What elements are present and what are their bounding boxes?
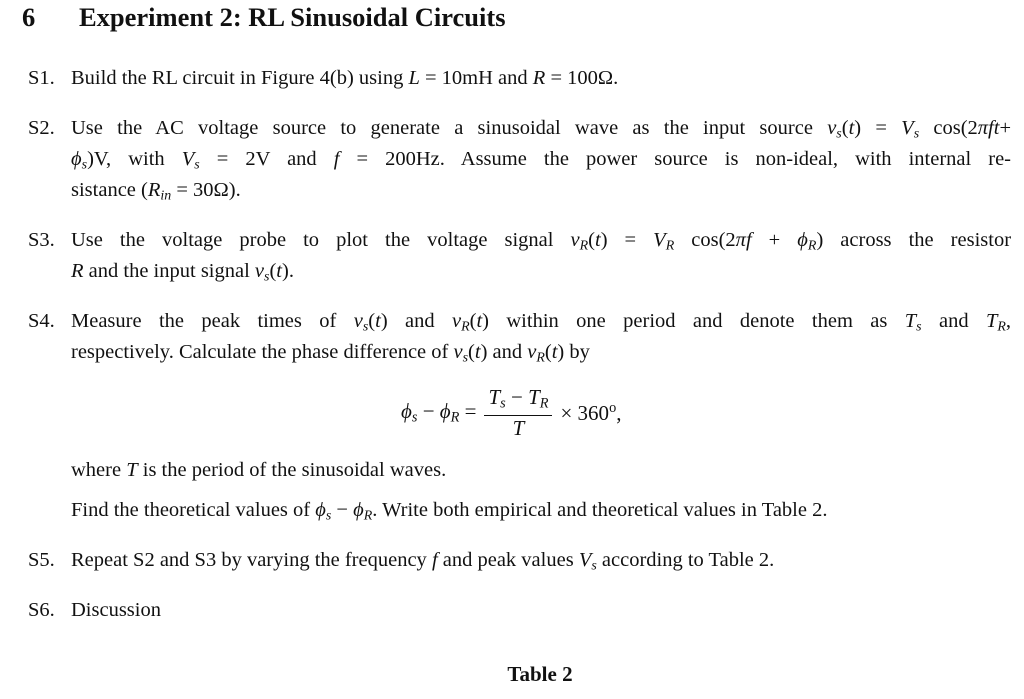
step-s6-text: Discussion [71, 599, 161, 621]
equation-fraction: $\frac{T_s - T_R}{T}$ [484, 386, 552, 441]
section-heading [22, 2, 506, 33]
step-s4-line2: respectively. Calculate the phase difference of $v_s(t)$ and $v_R(t)$ by [71, 341, 590, 366]
phase-difference-equation: $\phi_s - \phi_R$ = $\frac{T_s - T_R}{T}$ × $360^o$, [401, 384, 622, 441]
step-s4-line1: Measure the peak times of $v_s(t)$ and $v_R(t)$ within one period and denote them as $T_s$ and $T_R$, [71, 310, 1012, 335]
section-number: 6 [22, 2, 36, 32]
step-s1-text: Build the RL circuit in Figure 4(b) using L = 10mH and R = 100Ω. [71, 67, 619, 89]
step-s5-text: Repeat S2 and S3 by varying the frequency f and peak values $V_s$ according to Table 2. [71, 549, 775, 574]
step-s3-line1: Use the voltage probe to plot the voltage signal $v_R(t) = V_R$ $\cos(2\pi f + \phi_R)$ across the resistor [71, 229, 1012, 254]
step-label-s3: S3. [28, 229, 55, 251]
step-s4-after2: Find the theoretical values of $\phi_s - \phi_R$. Write both empirical and theoretical values in Table 2. [71, 499, 828, 524]
step-s2-line3: sistance $(R_{in} = 30\Omega)$. [71, 179, 241, 204]
section-title: Experiment 2: RL Sinusoidal Circuits [79, 2, 506, 32]
step-s3-line2: R and the input signal $v_s(t)$. [71, 260, 294, 285]
step-s4-after1: where T is the period of the sinusoidal waves. [71, 459, 447, 481]
step-label-s1: S1. [28, 67, 55, 89]
step-label-s5: S5. [28, 549, 55, 571]
step-s2-line1: Use the AC voltage source to generate a sinusoidal wave as the input source $v_s(t) = V_s$ cos(2πft+ [71, 117, 1012, 142]
step-label-s6: S6. [28, 599, 55, 621]
step-s2-line2: $\phi_s)V$, with $V_s = 2V$ and f = 200Hz. Assume the power source is non-ideal, with internal re- [71, 148, 1011, 173]
step-label-s2: S2. [28, 117, 55, 139]
table-caption: Table 2 [507, 662, 573, 686]
step-label-s4: S4. [28, 310, 55, 332]
